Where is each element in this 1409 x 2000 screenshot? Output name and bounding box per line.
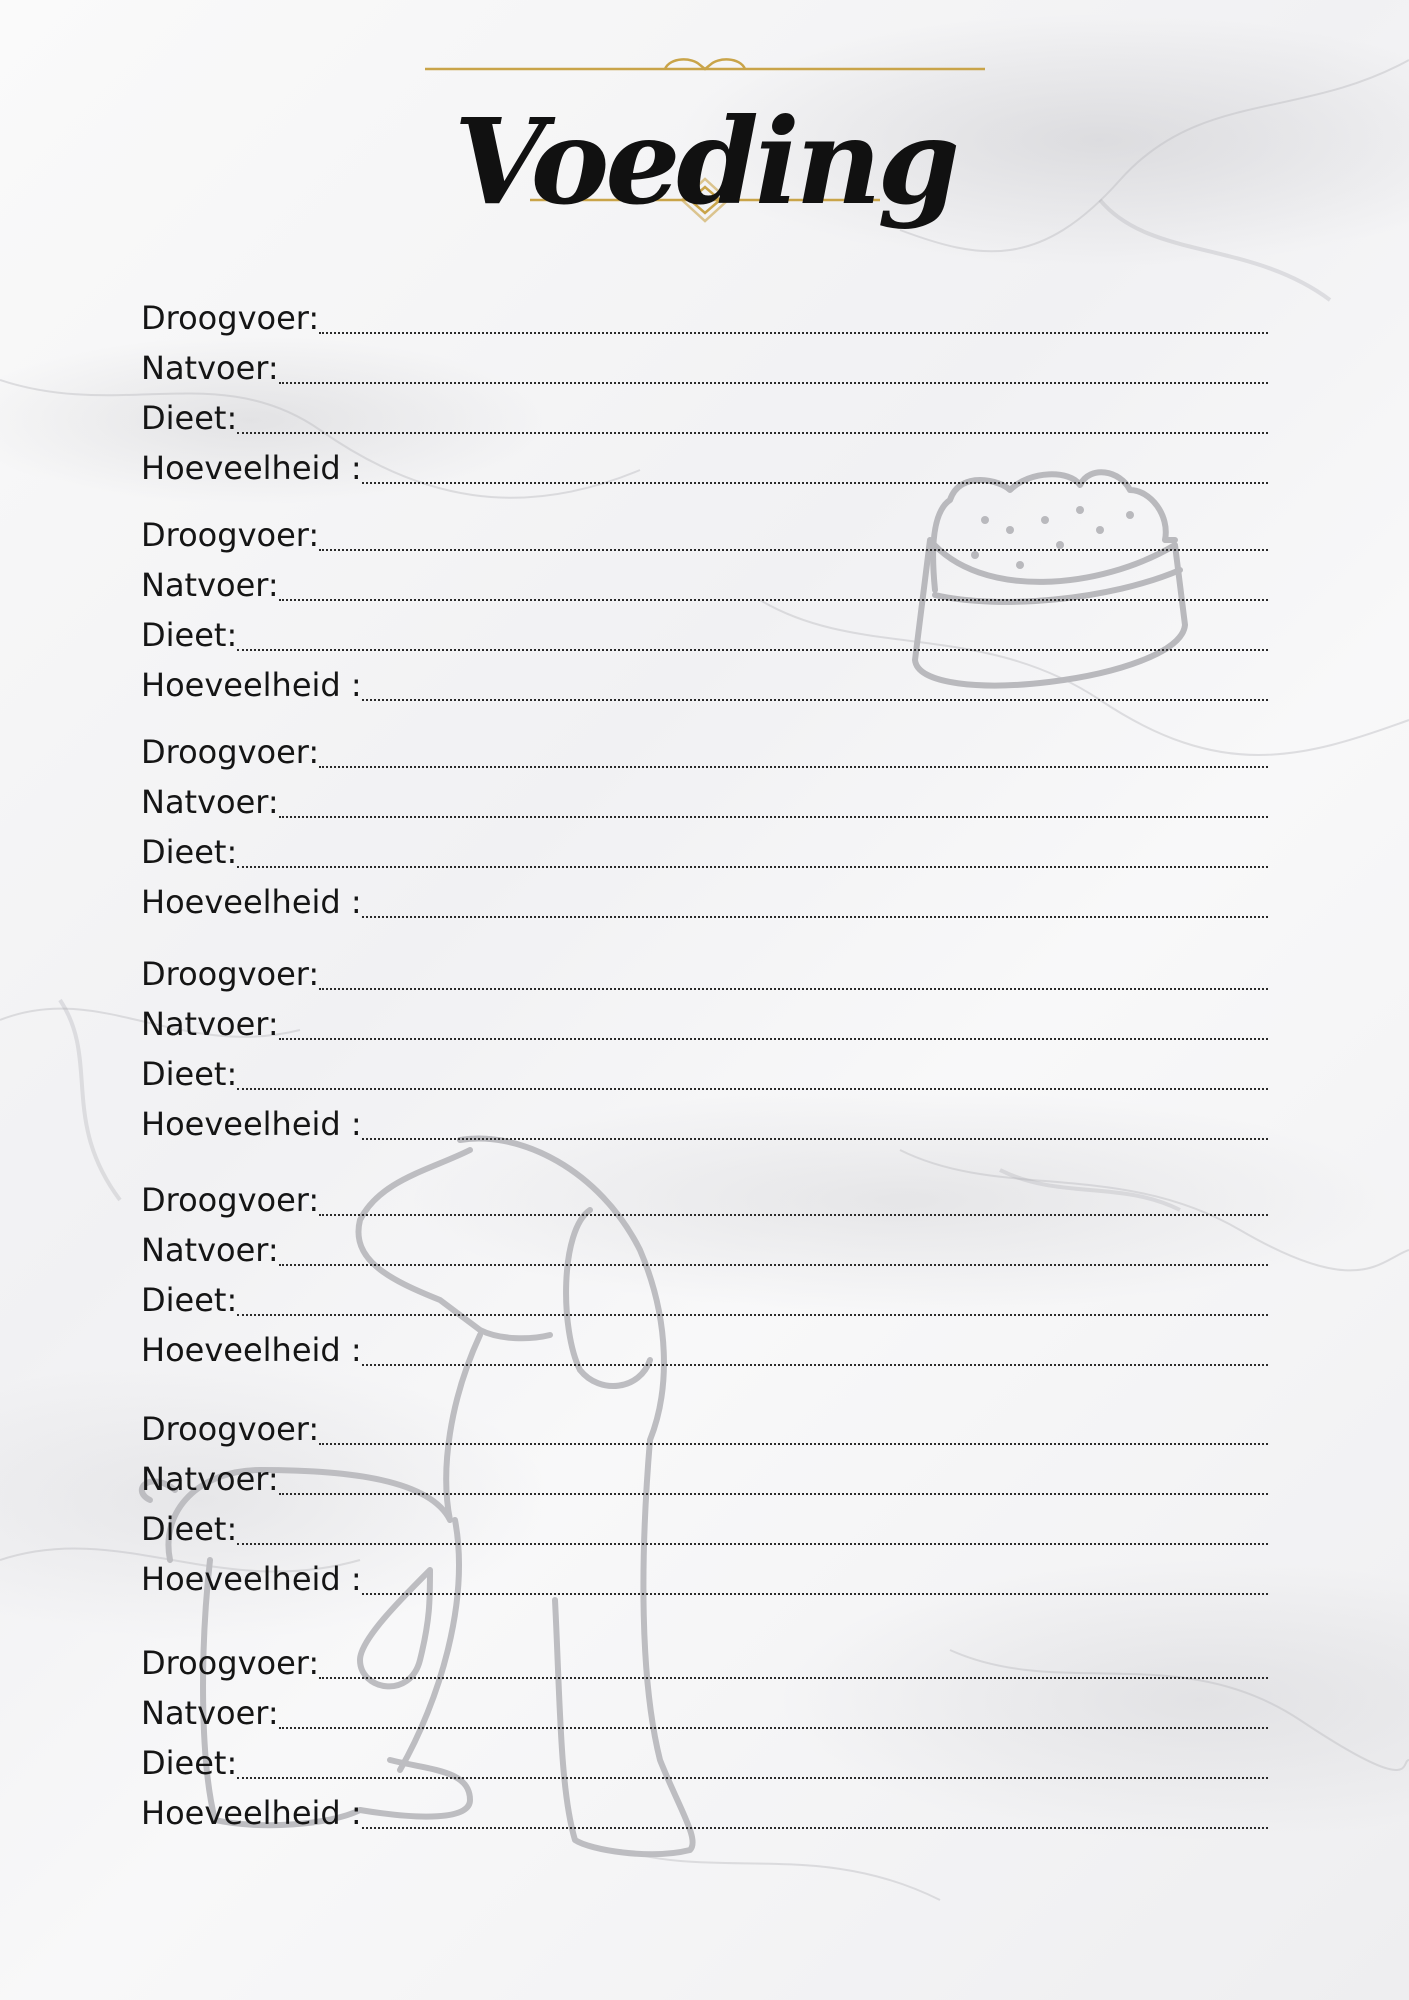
hoeveelheid-label: Hoeveelheid : — [141, 1794, 362, 1832]
hoeveelheid-row — [141, 874, 1268, 924]
dieet-label: Dieet: — [141, 833, 238, 871]
dieet-row — [141, 824, 1268, 874]
natvoer-line[interactable] — [279, 1224, 1268, 1266]
droogvoer-line[interactable] — [319, 292, 1268, 334]
droogvoer-row — [141, 290, 1268, 340]
droogvoer-row — [141, 724, 1268, 774]
hoeveelheid-line[interactable] — [362, 1324, 1268, 1366]
droogvoer-label: Droogvoer: — [141, 1410, 320, 1448]
droogvoer-line[interactable] — [319, 948, 1268, 990]
entry-group — [141, 507, 1268, 707]
natvoer-label: Natvoer: — [141, 1460, 279, 1498]
dieet-row — [141, 607, 1268, 657]
natvoer-label: Natvoer: — [141, 1694, 279, 1732]
dieet-row — [141, 1735, 1268, 1785]
droogvoer-label: Droogvoer: — [141, 1644, 320, 1682]
droogvoer-line[interactable] — [319, 1403, 1268, 1445]
droogvoer-row — [141, 507, 1268, 557]
natvoer-row — [141, 1451, 1268, 1501]
dieet-line[interactable] — [237, 1048, 1268, 1090]
hoeveelheid-label: Hoeveelheid : — [141, 883, 362, 921]
hoeveelheid-line[interactable] — [362, 659, 1268, 701]
droogvoer-row — [141, 1172, 1268, 1222]
natvoer-row — [141, 1222, 1268, 1272]
droogvoer-label: Droogvoer: — [141, 955, 320, 993]
feeding-form — [141, 290, 1268, 1835]
dieet-row — [141, 1272, 1268, 1322]
droogvoer-label: Droogvoer: — [141, 299, 320, 337]
hoeveelheid-row — [141, 1551, 1268, 1601]
dieet-row — [141, 1501, 1268, 1551]
natvoer-row — [141, 557, 1268, 607]
hoeveelheid-label: Hoeveelheid : — [141, 1331, 362, 1369]
natvoer-line[interactable] — [279, 342, 1268, 384]
hoeveelheid-line[interactable] — [362, 442, 1268, 484]
hoeveelheid-row — [141, 1785, 1268, 1835]
hoeveelheid-label: Hoeveelheid : — [141, 1105, 362, 1143]
natvoer-row — [141, 340, 1268, 390]
title-block — [420, 55, 990, 255]
hoeveelheid-row — [141, 657, 1268, 707]
hoeveelheid-row — [141, 1322, 1268, 1372]
droogvoer-row — [141, 1635, 1268, 1685]
hoeveelheid-line[interactable] — [362, 876, 1268, 918]
hoeveelheid-label: Hoeveelheid : — [141, 449, 362, 487]
droogvoer-row — [141, 1401, 1268, 1451]
natvoer-line[interactable] — [279, 1687, 1268, 1729]
natvoer-line[interactable] — [279, 776, 1268, 818]
natvoer-label: Natvoer: — [141, 783, 279, 821]
hoeveelheid-line[interactable] — [362, 1098, 1268, 1140]
dieet-line[interactable] — [237, 826, 1268, 868]
entry-group — [141, 290, 1268, 490]
hoeveelheid-row — [141, 440, 1268, 490]
hoeveelheid-row — [141, 1096, 1268, 1146]
entry-group — [141, 1401, 1268, 1601]
droogvoer-row — [141, 946, 1268, 996]
dieet-line[interactable] — [237, 609, 1268, 651]
natvoer-label: Natvoer: — [141, 566, 279, 604]
droogvoer-label: Droogvoer: — [141, 516, 320, 554]
dieet-line[interactable] — [237, 392, 1268, 434]
dieet-label: Dieet: — [141, 1510, 238, 1548]
entry-group — [141, 1635, 1268, 1835]
droogvoer-line[interactable] — [319, 726, 1268, 768]
droogvoer-label: Droogvoer: — [141, 733, 320, 771]
dieet-line[interactable] — [237, 1737, 1268, 1779]
droogvoer-line[interactable] — [319, 1637, 1268, 1679]
hoeveelheid-line[interactable] — [362, 1553, 1268, 1595]
dieet-label: Dieet: — [141, 616, 238, 654]
droogvoer-label: Droogvoer: — [141, 1181, 320, 1219]
dieet-label: Dieet: — [141, 399, 238, 437]
natvoer-row — [141, 996, 1268, 1046]
entry-group — [141, 1172, 1268, 1372]
natvoer-line[interactable] — [279, 559, 1268, 601]
natvoer-row — [141, 774, 1268, 824]
hoeveelheid-line[interactable] — [362, 1787, 1268, 1829]
entry-group — [141, 946, 1268, 1146]
hoeveelheid-label: Hoeveelheid : — [141, 666, 362, 704]
page-title: Voeding — [453, 92, 957, 231]
natvoer-row — [141, 1685, 1268, 1735]
natvoer-line[interactable] — [279, 1453, 1268, 1495]
droogvoer-line[interactable] — [319, 1174, 1268, 1216]
dieet-line[interactable] — [237, 1503, 1268, 1545]
entry-group — [141, 724, 1268, 924]
natvoer-label: Natvoer: — [141, 1231, 279, 1269]
dieet-label: Dieet: — [141, 1055, 238, 1093]
dieet-row — [141, 1046, 1268, 1096]
droogvoer-line[interactable] — [319, 509, 1268, 551]
dieet-row — [141, 390, 1268, 440]
natvoer-label: Natvoer: — [141, 1005, 279, 1043]
natvoer-label: Natvoer: — [141, 349, 279, 387]
dieet-label: Dieet: — [141, 1744, 238, 1782]
dieet-label: Dieet: — [141, 1281, 238, 1319]
natvoer-line[interactable] — [279, 998, 1268, 1040]
hoeveelheid-label: Hoeveelheid : — [141, 1560, 362, 1598]
dieet-line[interactable] — [237, 1274, 1268, 1316]
